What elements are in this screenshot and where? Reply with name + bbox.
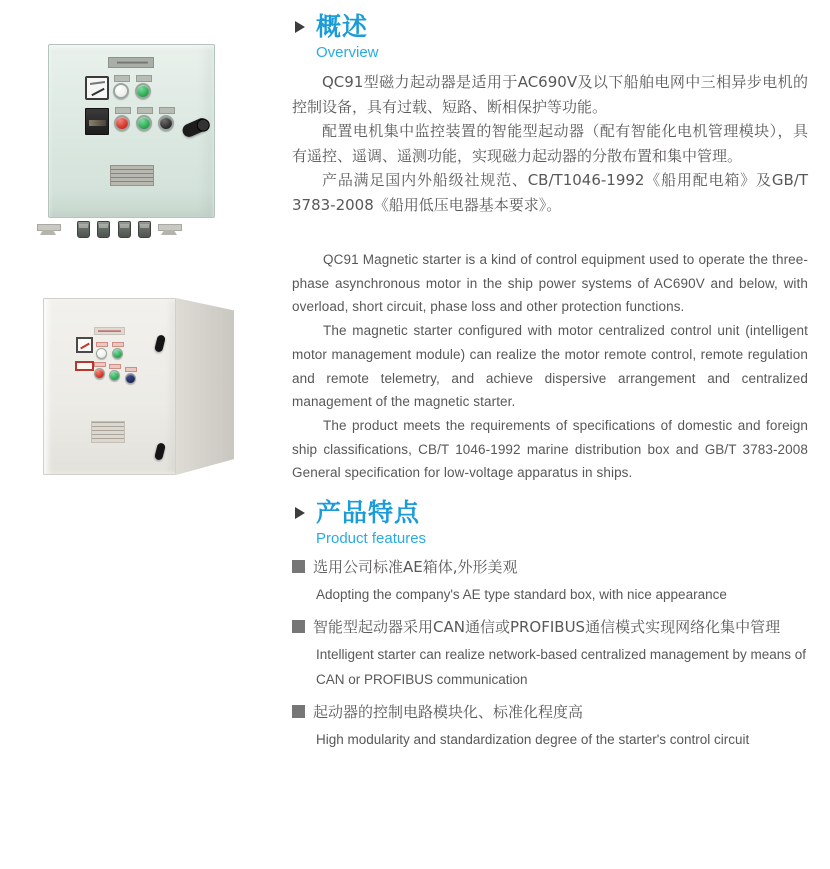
white-pushbutton <box>96 348 107 359</box>
button-label-plate <box>96 342 108 347</box>
cabinet-front-panel <box>43 298 176 475</box>
bullet-square-icon <box>292 560 305 573</box>
paragraph-en: The magnetic starter configured with motor centralized control unit (intelligent motor management module) can realize the motor remote control, remote regulation and remote telemetry, and achieve dispersive arrangement and centralized management of the magnetic starter. <box>292 323 808 410</box>
button-label-plate <box>125 367 137 372</box>
feature-zh-text: 起动器的控制电路模块化、标准化程度高 <box>313 703 584 722</box>
circuit-breaker <box>85 108 109 135</box>
cable-gland <box>97 221 110 238</box>
door-latch-handle <box>154 442 166 460</box>
features-title-en: Product features <box>316 530 427 548</box>
mounting-bracket <box>37 224 59 236</box>
overview-english-text <box>292 248 808 485</box>
paragraph-zh: QC91型磁力起动器是适用于AC690V及以下船舶电网中三相异步电机的控制设备，具有过载、短路、断相保护等功能。 <box>292 73 808 116</box>
paragraph-en: The product meets the requirements of specifications of domestic and foreign ship classifications, CB/T 1046-1992 marine distribution box and GB/T 3783-2008 General specification for low-voltage apparatus in ships. <box>292 417 808 481</box>
cable-gland <box>138 221 151 238</box>
section-marker-icon <box>295 507 305 519</box>
cabinet-side-panel <box>176 298 234 475</box>
ammeter-gauge <box>85 76 109 100</box>
button-label-plate <box>159 107 175 114</box>
rotary-switch-handle <box>181 116 211 139</box>
section-overview <box>292 12 808 485</box>
overview-title-zh: 概述 <box>316 12 369 41</box>
section-marker-icon <box>295 21 305 33</box>
green-pushbutton <box>112 348 123 359</box>
bullet-square-icon <box>292 705 305 718</box>
overview-header <box>292 12 808 63</box>
cabinet-top-label-plate <box>94 327 125 335</box>
product-photo-starter-front <box>48 44 216 244</box>
white-pushbutton <box>113 83 129 99</box>
product-photo-starter-perspective <box>43 290 238 485</box>
red-framed-label-plate <box>75 361 94 371</box>
nameplate <box>110 165 154 186</box>
paragraph-zh: 配置电机集中监控装置的智能型起动器（配有智能化电机管理模块），具有遥控、遥调、遥测功能，实现磁力起动器的分散布置和集中管理。 <box>292 122 808 165</box>
cable-gland <box>77 221 90 238</box>
black-pushbutton <box>158 115 174 131</box>
feature-zh-text: 智能型起动器采用CAN通信或PROFIBUS通信模式实现网络化集中管理 <box>313 618 781 637</box>
feature-title-zh <box>292 616 808 638</box>
ammeter-gauge <box>76 337 93 353</box>
ammeter-needle <box>91 88 104 96</box>
mounting-bracket <box>158 224 180 236</box>
button-label-plate <box>137 107 153 114</box>
button-label-plate <box>94 362 106 367</box>
green-pushbutton <box>109 370 120 381</box>
door-latch-handle <box>154 334 166 352</box>
bullet-square-icon <box>292 620 305 633</box>
features-list <box>292 556 808 752</box>
features-header <box>292 498 808 549</box>
button-label-plate <box>109 364 121 369</box>
feature-item <box>292 616 808 692</box>
feature-description-en: Intelligent starter can realize network-based centralized management by means of CAN or PROFIBUS communication <box>316 647 807 688</box>
ammeter-scale <box>90 81 105 85</box>
feature-item <box>292 556 808 607</box>
feature-item <box>292 701 808 752</box>
cabinet-top-label-plate <box>108 57 154 68</box>
section-product-features <box>292 498 808 752</box>
paragraph-zh: 产品满足国内外船级社规范、CB/T1046-1992《船用配电箱》及GB/T 3783-2008《船用低压电器基本要求》。 <box>292 171 808 214</box>
cabinet-front-panel <box>48 44 215 218</box>
feature-title-zh <box>292 556 808 578</box>
overview-title-en: Overview <box>316 44 379 61</box>
red-pushbutton <box>114 115 130 131</box>
paragraph-en: QC91 Magnetic starter is a kind of control equipment used to operate the three-phase asynchronous motor in the ship power systems of AC690V and below, with overload, short circuit, phase loss and other protection functions. <box>292 252 808 315</box>
green-pushbutton <box>135 83 151 99</box>
feature-title-zh <box>292 701 808 723</box>
feature-description-en: High modularity and standardization degree of the starter's control circuit <box>316 732 750 748</box>
button-label-plate <box>136 75 152 82</box>
green-pushbutton <box>136 115 152 131</box>
feature-zh-text: 选用公司标准AE箱体,外形美观 <box>313 558 518 577</box>
button-label-plate <box>115 107 131 114</box>
overview-chinese-text <box>292 70 808 217</box>
content-column <box>292 12 808 761</box>
button-label-plate <box>112 342 124 347</box>
button-label-plate <box>114 75 130 82</box>
ammeter-needle <box>80 343 90 350</box>
features-title-zh: 产品特点 <box>316 498 421 528</box>
feature-description-en: Adopting the company's AE type standard box, with nice appearance <box>316 587 727 603</box>
nameplate <box>91 421 125 443</box>
navy-pushbutton <box>125 373 136 384</box>
cable-gland <box>118 221 131 238</box>
red-pushbutton <box>94 368 105 379</box>
breaker-window <box>89 120 106 126</box>
